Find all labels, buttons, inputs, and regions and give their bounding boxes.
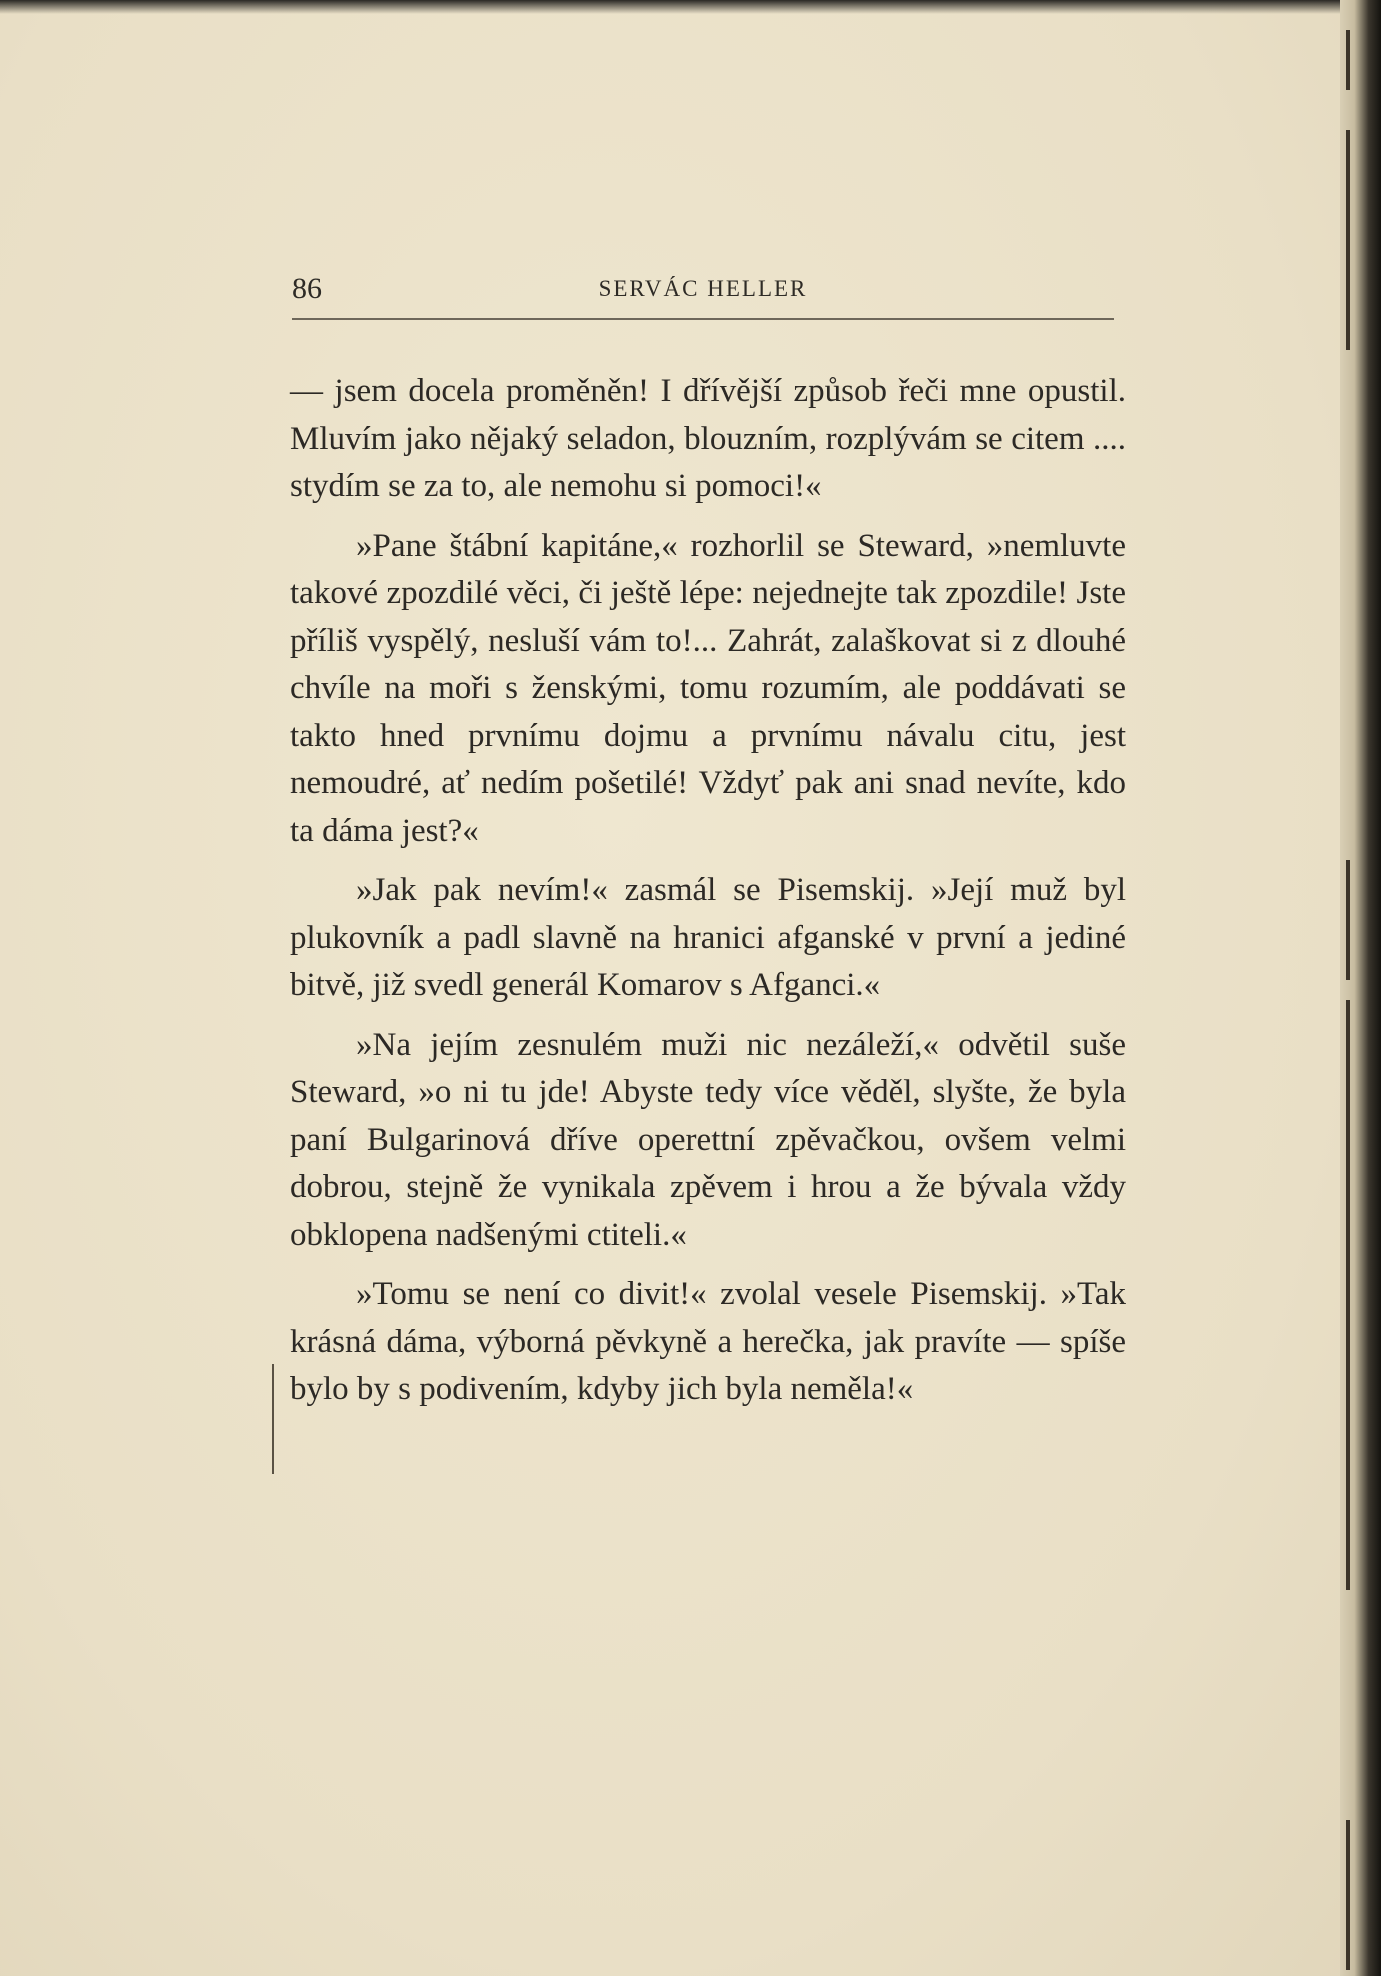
page-number: 86	[292, 272, 322, 305]
running-title: SERVÁC HELLER	[598, 276, 808, 301]
paragraph-5: »Tomu se není co divit!« zvolal vesele Pisemskij. »Tak krásná dáma, výborná pěvkyně a herečka, jak pravíte — spíše bylo by s podivením, kdyby jich byla neměla!«	[290, 1276, 1126, 1407]
paragraph-2: »Pane štábní kapitáne,« rozhorlil se Steward, »nemluvte takové zpozdilé věci, či ještě lépe: nejednejte tak zpozdile! Jste příliš vyspělý, nesluší vám to!... Zahrát, zalaškovat si z dlouhé chvíle na moři s ženskými, tomu rozumím, ale poddávati se takto hned prvnímu dojmu a prvnímu návalu citu, jest nemoudré, ať nedím pošetilé! Vždyť pak ani snad nevíte, kdo ta dáma jest?«	[290, 527, 1126, 849]
edge-mark	[1346, 130, 1350, 350]
page-header	[292, 268, 1114, 320]
header-rule	[292, 318, 1114, 320]
body-text	[290, 368, 1126, 1426]
edge-mark	[1346, 30, 1350, 90]
edge-mark	[1346, 1820, 1350, 1970]
page-top-shadow	[0, 0, 1356, 14]
edge-mark	[1346, 1000, 1350, 1590]
paragraph-1: — jsem docela proměněn! I dřívější způsob řeči mne opustil. Mluvím jako nějaký seladon, blouzním, rozplývám se citem .... stydím se za to, ale nemohu si pomoci!«	[290, 373, 1126, 504]
margin-pencil-mark	[272, 1364, 274, 1474]
edge-mark	[1346, 860, 1350, 980]
paragraph-4: »Na jejím zesnulém muži nic nezáleží,« odvětil suše Steward, »o ni tu jde! Abyste tedy více věděl, slyšte, že byla paní Bulgarinová dříve operettní zpěvačkou, ovšem velmi dobrou, stejně že vynikala zpěvem i hrou a že bývala vždy obklopena nadšenými ctiteli.«	[290, 1026, 1126, 1253]
paragraph-3: »Jak pak nevím!« zasmál se Pisemskij. »Její muž byl plukovník a padl slavně na hranici afganské v první a jediné bitvě, již svedl generál Komarov s Afganci.«	[290, 872, 1126, 1003]
